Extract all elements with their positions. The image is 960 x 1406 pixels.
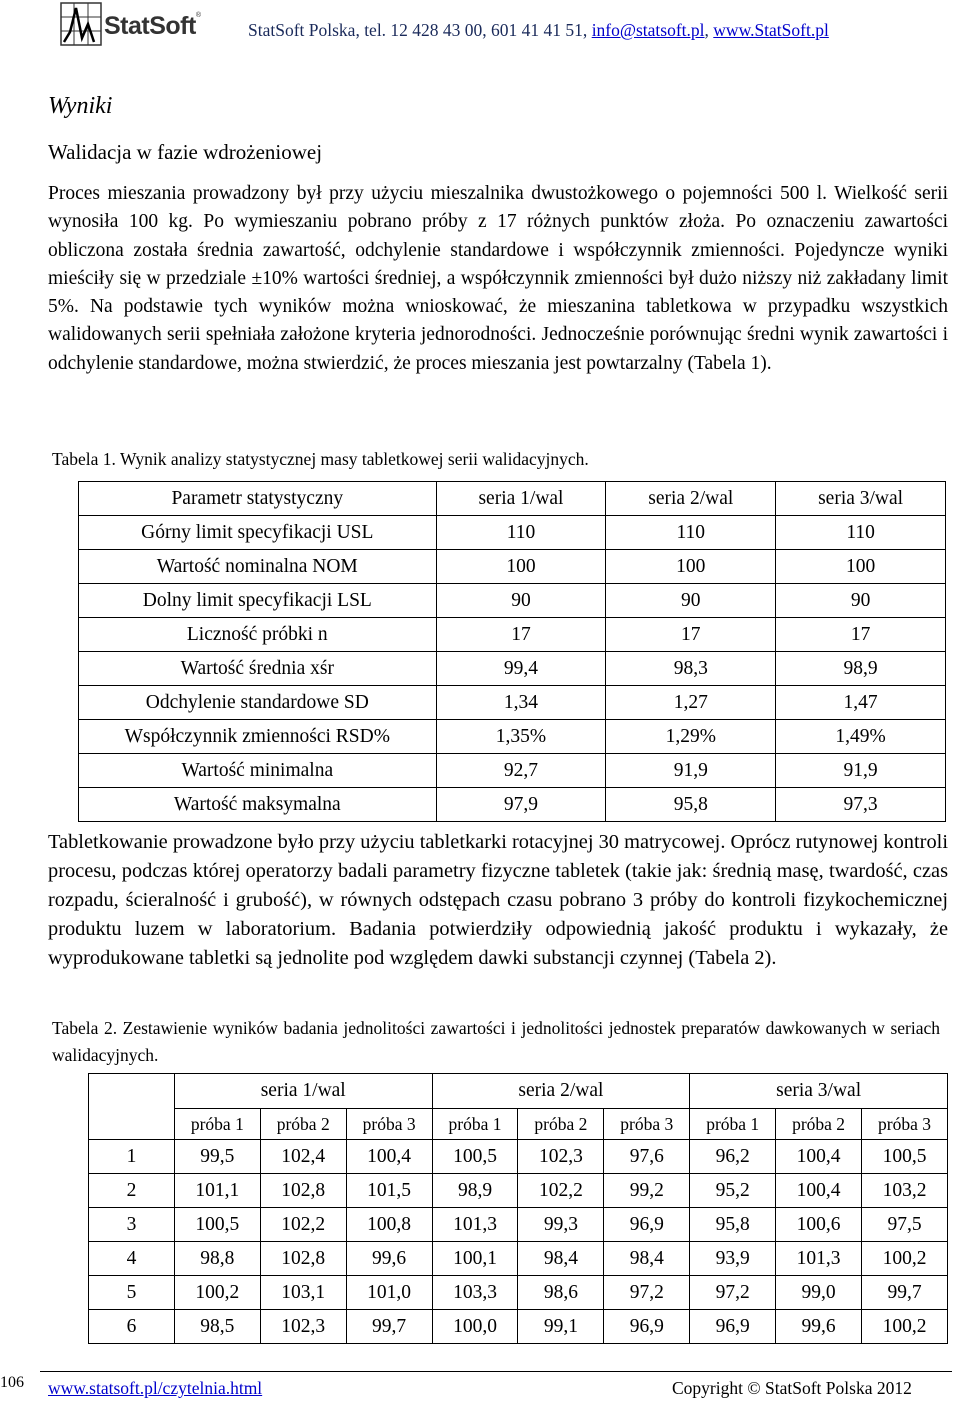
table2-cell: 98,8 bbox=[174, 1242, 260, 1276]
table2-cell: 96,9 bbox=[604, 1310, 690, 1344]
table2-cell: 93,9 bbox=[690, 1242, 776, 1276]
table2-cell: 97,5 bbox=[862, 1208, 948, 1242]
table2-cell: 95,8 bbox=[690, 1208, 776, 1242]
table1-cell: Górny limit specyfikacji USL bbox=[79, 516, 437, 550]
table1-header-row bbox=[79, 482, 946, 516]
table2-cell: 99,6 bbox=[776, 1310, 862, 1344]
table-statistics bbox=[78, 481, 946, 822]
table-row bbox=[79, 754, 946, 788]
table2-cell: 102,8 bbox=[260, 1174, 346, 1208]
table1-header-cell: seria 2/wal bbox=[606, 482, 776, 516]
paragraph-tableting: Tabletkowanie prowadzone było przy użyciu tabletkarki rotacyjnej 30 matrycowej. Oprócz rutynowej kontroli procesu, podczas której operatorzy badali parametry fizyczne tabletek (takie jak: średnią masę, twardość, czas rozpadu, ścieralność i grubość), w równych odstępach czasu pobrano 3 próby do kontroli fizykochemicznej produktu luzem w laboratorium. Badania potwierdziły odpowiednią jakość produktu i wykazały, że wyprodukowane tabletki są jednolite pod względem dawki substancji czynnej (Tabela 2). bbox=[48, 831, 948, 969]
table2-cell: 98,6 bbox=[518, 1276, 604, 1310]
table1-cell: 95,8 bbox=[606, 788, 776, 822]
email-link[interactable]: info@statsoft.pl bbox=[591, 20, 705, 40]
table2-cell: 103,1 bbox=[260, 1276, 346, 1310]
page-number: 106 bbox=[0, 1374, 24, 1391]
table-uniformity bbox=[88, 1073, 948, 1344]
table2-row-number: 3 bbox=[89, 1208, 175, 1242]
table-row bbox=[89, 1140, 948, 1174]
logo-text: StatSoft® bbox=[104, 12, 201, 40]
table1-cell: 91,9 bbox=[606, 754, 776, 788]
table2-cell: 102,4 bbox=[260, 1140, 346, 1174]
table1-cell: 100 bbox=[436, 550, 606, 584]
table1-cell: 97,9 bbox=[436, 788, 606, 822]
table2-cell: 99,2 bbox=[604, 1174, 690, 1208]
table2-cell: 100,5 bbox=[174, 1208, 260, 1242]
table2-cell: 102,2 bbox=[260, 1208, 346, 1242]
table2-cell: 98,9 bbox=[432, 1174, 518, 1208]
table1-cell: 1,34 bbox=[436, 686, 606, 720]
table2-cell: 97,2 bbox=[604, 1276, 690, 1310]
table1-cell: 97,3 bbox=[776, 788, 946, 822]
table2-cell: 97,6 bbox=[604, 1140, 690, 1174]
table2-cell: 99,6 bbox=[346, 1242, 432, 1276]
table1-cell: 110 bbox=[436, 516, 606, 550]
table2-sub-header: próba 3 bbox=[862, 1109, 948, 1140]
table1-cell: 17 bbox=[436, 618, 606, 652]
table2-cell: 96,2 bbox=[690, 1140, 776, 1174]
table2-cell: 101,0 bbox=[346, 1276, 432, 1310]
statsoft-logo-icon bbox=[60, 2, 102, 46]
table1-cell: 91,9 bbox=[776, 754, 946, 788]
table1-cell: Odchylenie standardowe SD bbox=[79, 686, 437, 720]
table2-cell: 98,4 bbox=[518, 1242, 604, 1276]
table2-group-header: seria 1/wal bbox=[174, 1074, 432, 1109]
table-row bbox=[79, 584, 946, 618]
table2-cell: 102,3 bbox=[518, 1140, 604, 1174]
table1-cell: 92,7 bbox=[436, 754, 606, 788]
table2-sub-header: próba 1 bbox=[432, 1109, 518, 1140]
table2-group-header: seria 3/wal bbox=[690, 1074, 948, 1109]
table2-sub-header: próba 3 bbox=[346, 1109, 432, 1140]
table1-cell: 1,47 bbox=[776, 686, 946, 720]
table1-cell: Wartość średnia xśr bbox=[79, 652, 437, 686]
table2-cell: 100,6 bbox=[776, 1208, 862, 1242]
table-row bbox=[79, 516, 946, 550]
table2-row-number: 6 bbox=[89, 1310, 175, 1344]
subsection-heading-validation: Walidacja w fazie wdrożeniowej bbox=[48, 140, 323, 164]
copyright-text: Copyright © StatSoft Polska 2012 bbox=[672, 1378, 912, 1398]
table2-cell: 101,3 bbox=[432, 1208, 518, 1242]
table-row bbox=[89, 1310, 948, 1344]
table2-row-number: 1 bbox=[89, 1140, 175, 1174]
table1-cell: Wartość maksymalna bbox=[79, 788, 437, 822]
table1-cell: 110 bbox=[606, 516, 776, 550]
table2-cell: 100,0 bbox=[432, 1310, 518, 1344]
table2-group-header-row bbox=[89, 1074, 948, 1109]
table2-cell: 98,5 bbox=[174, 1310, 260, 1344]
table1-cell: 98,3 bbox=[606, 652, 776, 686]
table2-sub-header: próba 3 bbox=[604, 1109, 690, 1140]
table-row bbox=[89, 1276, 948, 1310]
table2-sub-header: próba 1 bbox=[690, 1109, 776, 1140]
table2-cell: 100,4 bbox=[776, 1174, 862, 1208]
table2-cell: 100,8 bbox=[346, 1208, 432, 1242]
table2-cell: 99,0 bbox=[776, 1276, 862, 1310]
table-row bbox=[79, 652, 946, 686]
table-row bbox=[89, 1174, 948, 1208]
table2-row-number: 5 bbox=[89, 1276, 175, 1310]
table2-cell: 101,1 bbox=[174, 1174, 260, 1208]
table2-cell: 97,2 bbox=[690, 1276, 776, 1310]
table2-cell: 98,4 bbox=[604, 1242, 690, 1276]
table2-cell: 100,5 bbox=[432, 1140, 518, 1174]
table2-row-number: 4 bbox=[89, 1242, 175, 1276]
table2-cell: 100,2 bbox=[174, 1276, 260, 1310]
table1-cell: Współczynnik zmienności RSD% bbox=[79, 720, 437, 754]
header-contact: StatSoft Polska, tel. 12 428 43 00, 601 41 41 51, info@statsoft.pl, www.StatSoft.pl bbox=[248, 20, 829, 40]
footer-link[interactable]: www.statsoft.pl/czytelnia.html bbox=[48, 1378, 263, 1398]
table1-cell: Wartość nominalna NOM bbox=[79, 550, 437, 584]
table2-sub-header-row bbox=[89, 1109, 948, 1140]
table-row bbox=[79, 686, 946, 720]
table2-cell: 102,2 bbox=[518, 1174, 604, 1208]
table2-cell: 99,7 bbox=[346, 1310, 432, 1344]
table2-cell: 96,9 bbox=[604, 1208, 690, 1242]
table-row bbox=[79, 788, 946, 822]
table1-cell: 90 bbox=[606, 584, 776, 618]
table1-header-cell: Parametr statystyczny bbox=[79, 482, 437, 516]
table2-cell: 102,3 bbox=[260, 1310, 346, 1344]
table2-cell: 101,3 bbox=[776, 1242, 862, 1276]
table1-cell: 90 bbox=[776, 584, 946, 618]
table-row bbox=[79, 618, 946, 652]
table1-caption: Tabela 1. Wynik analizy statystycznej masy tabletkowej serii walidacyjnych. bbox=[52, 449, 589, 469]
table-row bbox=[79, 720, 946, 754]
table2-cell: 100,1 bbox=[432, 1242, 518, 1276]
table2-cell: 99,3 bbox=[518, 1208, 604, 1242]
table1-cell: 1,27 bbox=[606, 686, 776, 720]
table2-cell: 100,5 bbox=[862, 1140, 948, 1174]
table2-cell: 99,5 bbox=[174, 1140, 260, 1174]
table2-cell: 103,3 bbox=[432, 1276, 518, 1310]
footer-divider bbox=[40, 1371, 952, 1372]
table-row bbox=[89, 1242, 948, 1276]
table1-header-cell: seria 1/wal bbox=[436, 482, 606, 516]
table2-sub-header: próba 1 bbox=[174, 1109, 260, 1140]
table1-cell: 99,4 bbox=[436, 652, 606, 686]
table1-cell: 98,9 bbox=[776, 652, 946, 686]
table1-cell: Dolny limit specyfikacji LSL bbox=[79, 584, 437, 618]
table2-group-header: seria 2/wal bbox=[432, 1074, 690, 1109]
table1-header-cell: seria 3/wal bbox=[776, 482, 946, 516]
table2-cell: 100,4 bbox=[776, 1140, 862, 1174]
table1-cell: 17 bbox=[776, 618, 946, 652]
table2-cell: 103,2 bbox=[862, 1174, 948, 1208]
table2-cell: 102,8 bbox=[260, 1242, 346, 1276]
table2-cell: 100,2 bbox=[862, 1310, 948, 1344]
table2-cell: 100,4 bbox=[346, 1140, 432, 1174]
table-row bbox=[89, 1208, 948, 1242]
table1-cell: 90 bbox=[436, 584, 606, 618]
table2-cell: 101,5 bbox=[346, 1174, 432, 1208]
table2-sub-header: próba 2 bbox=[518, 1109, 604, 1140]
website-link[interactable]: www.StatSoft.pl bbox=[713, 20, 829, 40]
page-header bbox=[0, 0, 960, 60]
table1-cell: Liczność próbki n bbox=[79, 618, 437, 652]
section-heading-results: Wyniki bbox=[48, 93, 113, 119]
paragraph-mixing: Proces mieszania prowadzony był przy użyciu mieszalnika dwustożkowego o pojemności 500 l. Wielkość serii wynosiła 100 kg. Po wymieszaniu pobrano próby z 17 różnych punktów złoża. Po oznaczeniu zawartości obliczona została średnia zawartość, odchylenie standardowe i współczynnik zmienności. Pojedyncze wyniki mieściły się w przedziale ±10% wartości średniej, a współczynnik zmienności był dużo niższy niż zakładany limit 5%. Na podstawie tych wyników można wnioskować, że mieszanina tabletkowa w przypadku wszystkich walidowanych serii spełniała założone kryteria jednorodności. Jednocześnie porównując średni wynik zawartości i odchylenie standardowe, można stwierdzić, że proces mieszania jest powtarzalny (Tabela 1). bbox=[48, 183, 948, 374]
table2-sub-header: próba 2 bbox=[776, 1109, 862, 1140]
table2-cell: 99,1 bbox=[518, 1310, 604, 1344]
table2-row-number: 2 bbox=[89, 1174, 175, 1208]
table-row bbox=[79, 550, 946, 584]
table2-cell: 96,9 bbox=[690, 1310, 776, 1344]
table1-cell: 100 bbox=[776, 550, 946, 584]
table1-cell: 1,35% bbox=[436, 720, 606, 754]
table1-cell: 110 bbox=[776, 516, 946, 550]
table1-cell: Wartość minimalna bbox=[79, 754, 437, 788]
table2-sub-header: próba 2 bbox=[260, 1109, 346, 1140]
table2-cell: 100,2 bbox=[862, 1242, 948, 1276]
table2-caption: Tabela 2. Zestawienie wyników badania jednolitości zawartości i jednolitości jednostek preparatów dawkowanych w seriach walidacyjnych. bbox=[52, 1018, 940, 1065]
table2-corner-cell bbox=[89, 1074, 175, 1140]
table1-cell: 100 bbox=[606, 550, 776, 584]
table1-cell: 1,29% bbox=[606, 720, 776, 754]
table2-cell: 99,7 bbox=[862, 1276, 948, 1310]
table1-cell: 17 bbox=[606, 618, 776, 652]
table2-cell: 95,2 bbox=[690, 1174, 776, 1208]
table1-cell: 1,49% bbox=[776, 720, 946, 754]
